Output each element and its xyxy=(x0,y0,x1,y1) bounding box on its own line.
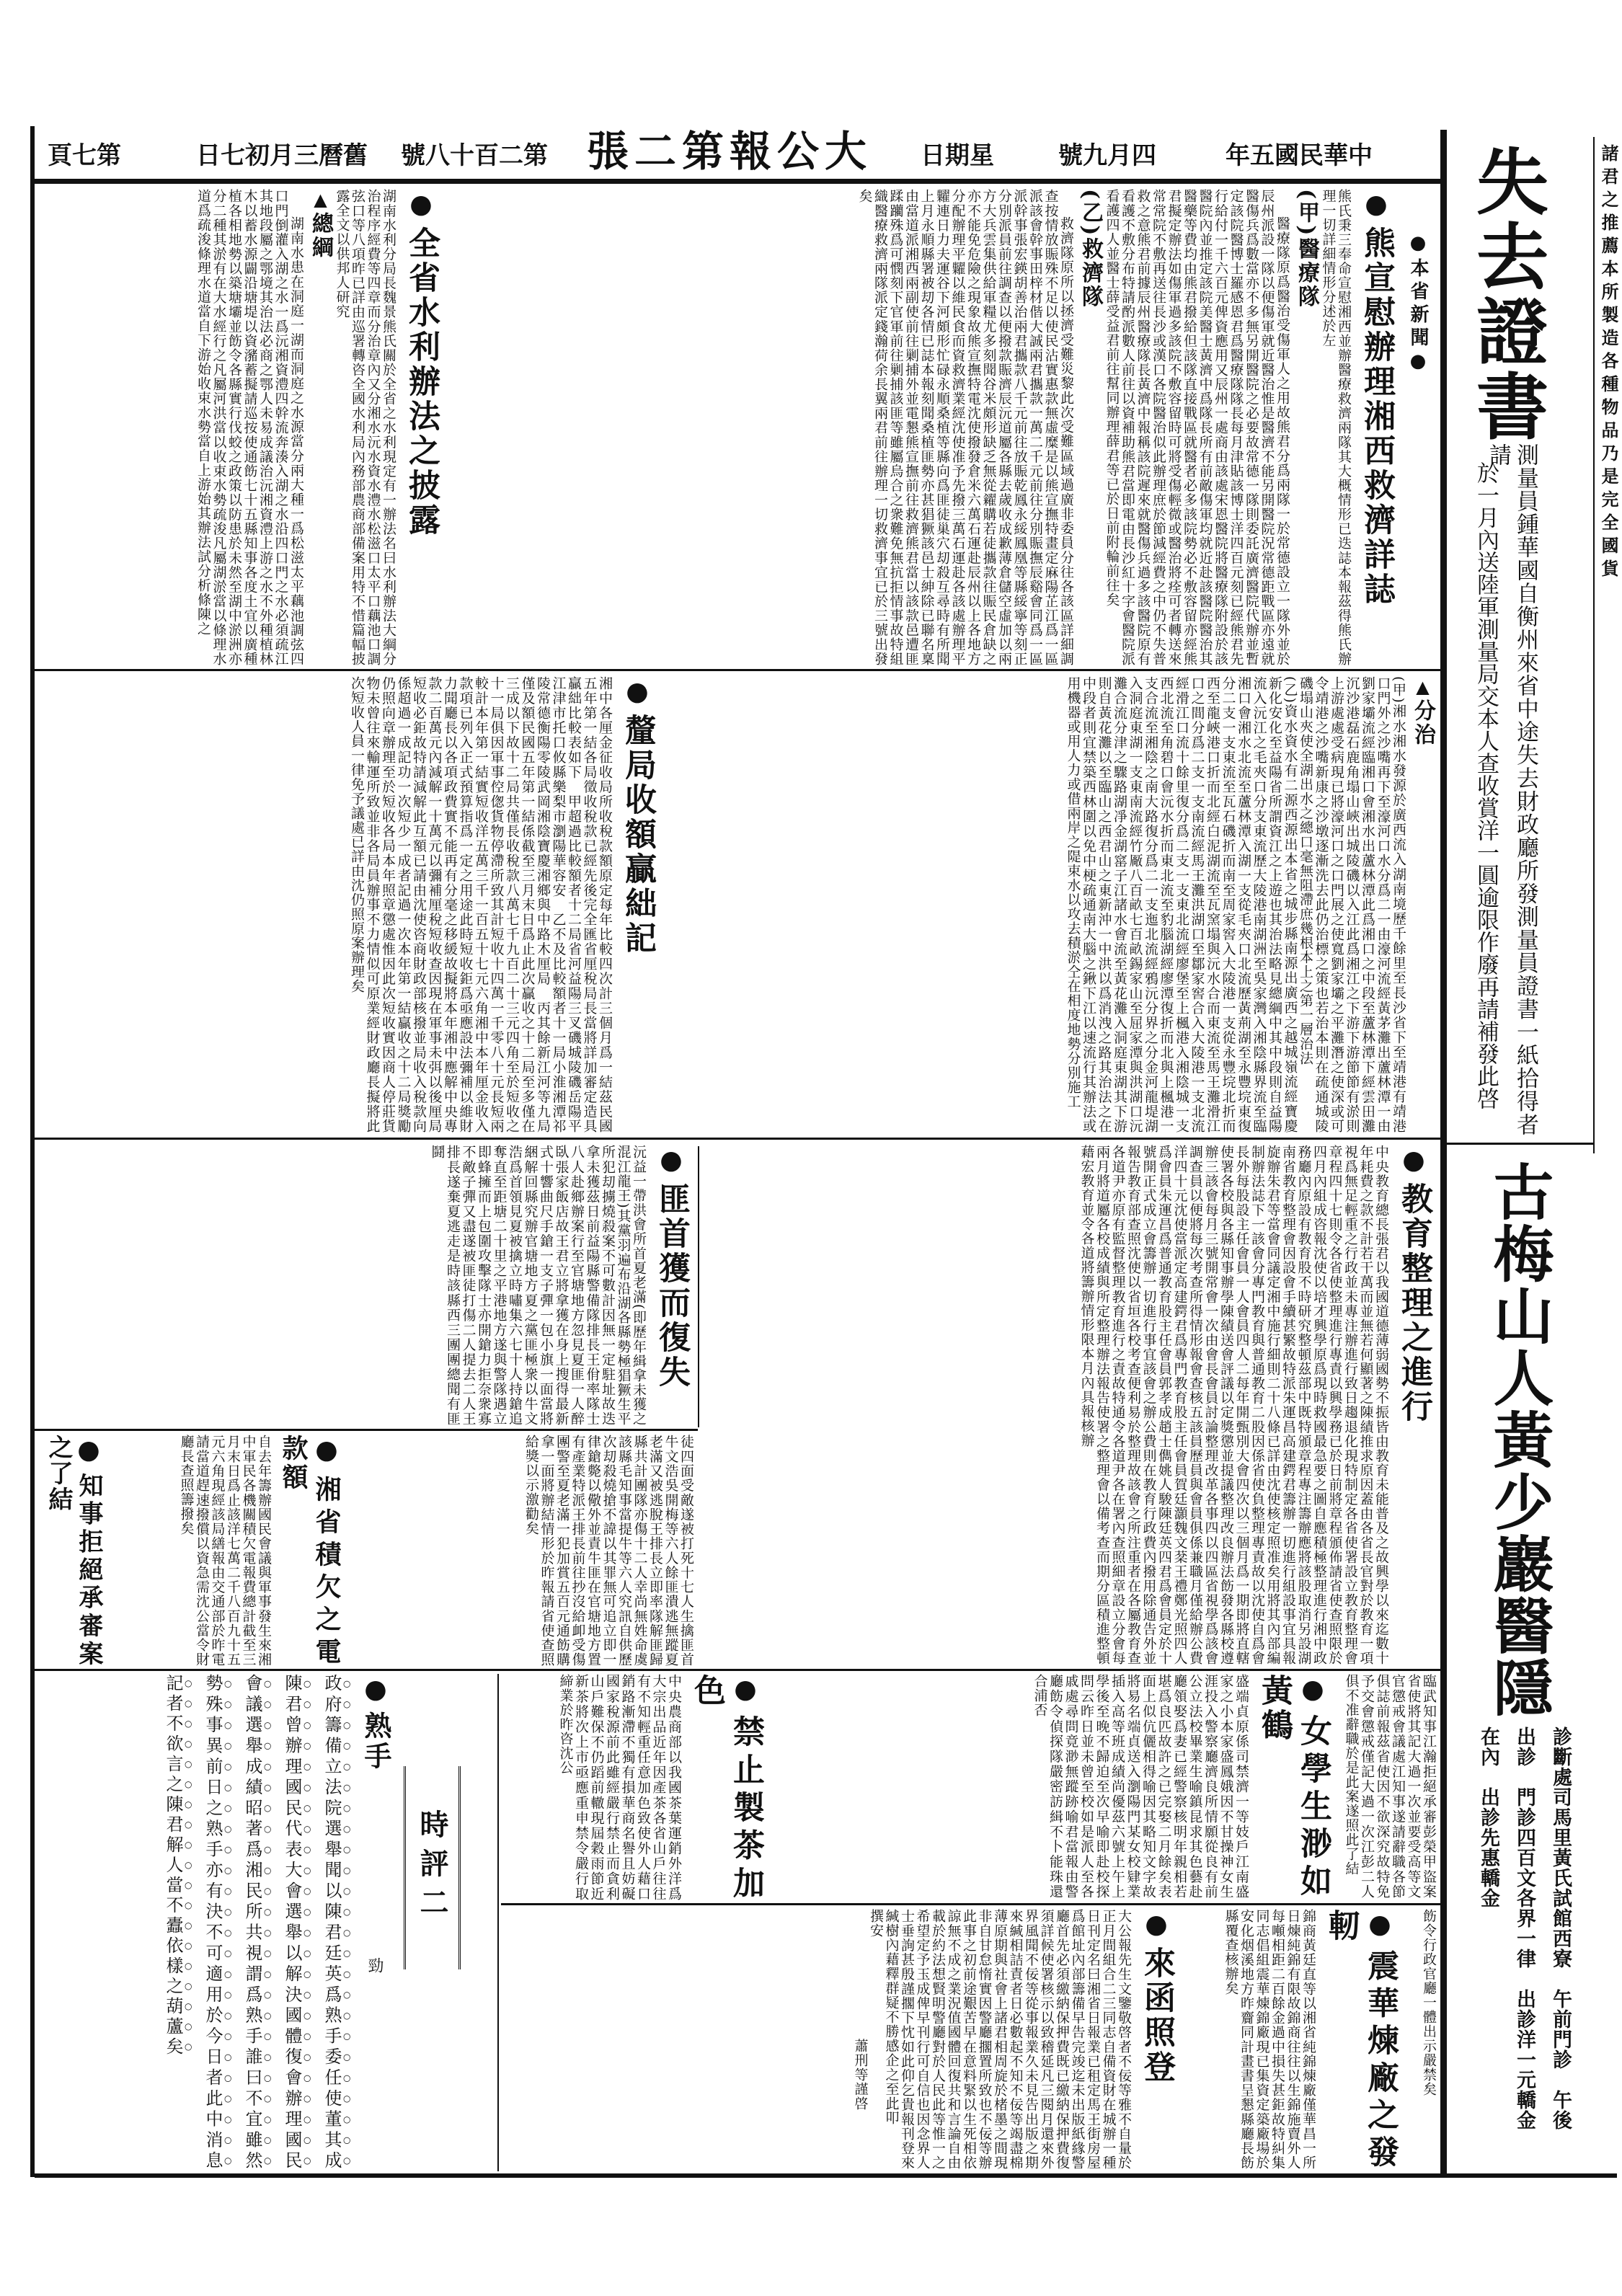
doctor-ad-text: 出診 門診四百文各界一律 出診洋一元轎金 xyxy=(1513,1727,1535,2130)
headline: ● 匪首獲而復失 xyxy=(652,1145,691,1426)
column-rule xyxy=(497,1674,499,2171)
strip-divider xyxy=(1593,137,1595,1153)
subheading: ▲ 分治 xyxy=(1409,676,1436,1133)
tier1-divider xyxy=(35,669,1440,671)
ad-strip-text: 諸君之推薦本所製造各種物品乃是完全國貨 xyxy=(1598,144,1619,582)
column-rule xyxy=(698,1146,699,1427)
date-roc: 中華民國五年 xyxy=(1226,141,1373,170)
doctor-ad-title: 古梅山人黃少巖醫隱 xyxy=(1484,1161,1555,1719)
article-water-conservancy xyxy=(36,189,443,666)
article-likin-revenue xyxy=(36,676,660,1133)
bottom-rule xyxy=(35,2173,1617,2178)
article-body: (乙)資水資水有二源西源出本省之城步縣南源出廣西之越城嶺流經寶慶新化安化至益陽省所謂資江之上遊也其治法略見總綱中其中段則自益陽流入沅江之毛夾口分支東流歷大陵港南湖洲至吳家灣入湘陰縣界流至臨湘口會湘水北流至蘆林潭入湖一支從毛夾口北流歷黃荊湖至永豐垸東復分二支一支東流至瓦石磯折而南至周家窖入大陵港一支從永豐垸北折而西至龍峽港口折而北經白泥湖流至瓦窯塌與沅水合而東流至馬王灘滑江口之間分爲二支一支南流經馬王灘洪湖口至鄒家窖合入大陵港一支北流經滑江口流十餘里復分爲二支一支東北流經廖堡至上楓港入湘陰城一支西北流至角碧口會沅水折而東北流至豹腦湖經廖潭復折而北與上楓港一支合流至湘陰之南大路復分爲二一支迤北流經鴉沅分界之分金河龍堤湖入洞庭東湖一支東南流經竹厰八百畝七百畝錫家山至屈家潭與洪湖口沅灘合流分津之驟路湖凈金湖窰子江諸水會流至黃花灘入洞庭東湖其下游則自黃花灘以至臨山之西君山之東新沖一中洪以爲消洩之路其治法之在中段者則宜禁築西林圍以免中梗疏通南大腦之鍬下江以速流行其辦法或用機器或用人力或借兩岸之隄束水以攻去積淤仝在相度地勢分別施工 xyxy=(1065,676,1298,1133)
article-intro: 湖南水利分局長魏景熊氏關於全省之水利現定有一辦法名曰水利辦法大綱分治程序經費等四章而分治章內又分湘水沅水資水澧水松滋口太平口藕池口調弦口等八項昨已詳由巡署轉咨全國水利局內務部農商部備案用特不惜篇幅披露全文以供邦人研究 xyxy=(334,189,396,666)
article-magistrate-headline xyxy=(36,1435,107,1667)
article-xiong-relief xyxy=(447,189,1436,666)
article-body: 徒四面受敵遂被打死十七人生擒匪首牛文浩吳開梅等六人餘匪潰逃無蹤夏老滿又被逃脫王排長立即率隊解匪歸縣共計團隊亦傷十二人幸尚無姓命虞該縣毛知事當提牛等六人究訊自供歷次刧殺燒搶不諱以其罪無可追立即一律鎗斃以儆外並責牛匪在官塘地方置有產業特派王排長前往抄沒給卹受傷團警至夏老滿一犯加賞五百元通飭購拿一面將辦結情形於昨報請省使查照給獎以示激勸矣 xyxy=(523,1435,694,1667)
article-body: 湖南水患在洞庭一湖而洞庭之水源當分兩大種一爲松滋太平藕池調弦四口門倒灌入湖之水一爲沅湘資澧四幹流奔湊入湖之水沿四口門之水必須疏江其地段屬之鄂境其治法必商之鄂人未易成議治沅湘資澧上游之水不外種植林木以蓄水源闢沿塘堤以資瀦蓄擬請巡按使通飭七十五縣知事各度土宜以廣種植各相地勢以築塘壩並飭令各縣實行伐蛟之政策以防患於未然至湖中淤洲亦分二種其淤有在大水經行之凡屬河洪當以收束水勢疏浚凡屬湖淤當以條理水道爲疏浚條理水道當自下游始收束水勢當自上游始其辦法試分析條陳之 xyxy=(195,189,304,666)
tier2-divider xyxy=(35,1138,1440,1140)
letter-closing: 撰安 xyxy=(868,1909,884,1938)
commentary-author: 勁 xyxy=(365,1957,384,1974)
article-body: 政府籌備立法院選舉聞以陳君廷英爲熟手委任使董其成陳君曾辦理國民代表大會選舉以解決國體復會辦理國民會議選舉成績昭著爲湘民所共視謂爲熟手誰曰不宜雖然勢殊事異前日之熟手亦有決不可適用於今日者此中消息記者不欲言之陳君解人當不蠹依樣之葫蘆矣 xyxy=(163,1674,342,2171)
headline: ● 教育整理之進行 xyxy=(1394,1145,1433,1665)
left-subdivider xyxy=(35,1429,698,1431)
headline: ● 女學生渺如黃鶴 xyxy=(1254,1674,1332,1899)
weekday: 星期日 xyxy=(921,141,994,170)
article-body: 湘中各厘金征收局所收稅款額原定每年比較四次計三個月爲一結茲民國五年第一結各局徵收稅款已經先後完全匯省厘稅局長當將詳加審定造具贏絀比較表如下 甲超過比較額者十二局省河益陽三叉磯城陵磯岳陽平江津市托口攸縣樂梨市瀏陽華容安 乙不及比較額者十一局小淮湘潭祁陵常德衡陽零陵武岡湘陰寶慶湘鄉與中路木厘局 丙其餘新江河等九局僅及額民國五年第一結係截至三月末日爲止此次贏收之十二局至多僅在三成以下故十二局共僅長收稅款八萬七千九百二十三元四角至於短收之十一局俱因軍事倥偬貨物停滯所致其計短收十四萬一千零八十元長短兩較計本年第一結實短收洋五萬三千一百五十七元六角湘中本年厘金收入款項已列入正式預算指爲一定之用途此時短收鉅爲亟應設法彌補以維財力聞廳長以各項政費實不能再有分毫之移緩故擬將本年湘中應解中央專款二百萬元內減解一十萬元以彌補厘稅短收查因現在軍事未弭以後厘局短收必鉅故特請減解此互額已請由沈使咨商財政部核撥並局收入稅款向係超過一成記功一次短少一成者記過一次本年第一結贏收之十二局獎勵仍照向章辦理至於短收各局本年照章懲處惟因此次短收實因商人停莊貨物未曾往來輸運所致並非各局員辦事不力情似可原業經財政廳長擬將此次短收人員一律免予議處已詳由沈仍照原案辦理矣 xyxy=(349,676,613,1133)
article-telegraph-arrears xyxy=(108,1435,346,1667)
article-water-conservancy-continued xyxy=(663,676,1436,1133)
headline: ● 釐局收額贏絀記 xyxy=(618,676,657,1133)
article-body: 臨武知事江瀚拒絕承審彭榮甲盜案省使將其記大過一次並要受高等文官懲戒會議處江知事遂請辭職各節俱誌前報茲省使因不欲深究故特免予交會懲戒僅記大過一次江彭二人俱不准辭職於是此案遂照此了結 xyxy=(1343,1674,1437,1899)
article-body: 中央農商部以我國茶葉運銷外洋爲大宗出品近年因產茶各省山戶往往有不知輕重任意加色致使外人藉口銷路漸滯不獨有損華商名譽且妨礙國家稅源前此雖經嚴行禁止而貪利山戶難保不仍蹈前轍現屆穀雨節近新茶將次上市亟應重申禁令嚴行取締業於昨咨沈公 xyxy=(557,1674,682,1901)
lunar-date: 舊曆三月初七日 xyxy=(196,141,368,170)
lost-certificate-ad-text: 於一月內送陸軍測量局交本人查收賞洋一圓逾限作廢再請補發此啓 xyxy=(1473,461,1499,1109)
headline: ● 熟手 xyxy=(358,1674,394,2171)
headline: ● 震華煉廠之發軔 xyxy=(1321,1909,1399,2170)
doctor-ad-text: 診斷處司馬里黃氏試館西寮 午前門診 午後 xyxy=(1549,1727,1572,2130)
issue-number: 第二百十八號 xyxy=(401,141,548,170)
lost-certificate-ad-text: 測量員鍾華國自衡州來省中途失去財政廳所發測量員證書一紙拾得者請 xyxy=(1485,443,1538,1135)
headline: ● 全省水利辦法之披露 xyxy=(402,189,440,666)
headline: ● 知事拒絕承審案之了結 xyxy=(43,1435,104,1667)
article-education xyxy=(703,1145,1436,1665)
ad-divider xyxy=(1447,1143,1595,1145)
commentary-column-label: 時評二 xyxy=(404,1766,461,1969)
article-letter xyxy=(505,1909,1179,2170)
article-zhenhua-refinery xyxy=(1186,1909,1402,2170)
doctor-ad-text: 在內 出診先惠轎金 xyxy=(1477,1727,1499,1908)
tier3-divider xyxy=(35,1669,1440,1671)
tier4-subdivider xyxy=(501,1903,1440,1905)
article-commentary xyxy=(43,1674,396,2171)
date-month-day: 四月九號 xyxy=(1058,141,1156,170)
article-body: 救濟隊原所以拯濟受難災黎此次受難區域過廣非委員分往各該區詳細調查按情放賑殊不足以使民沾實惠款無虛糜是以熊宣撫特畫定麻陽芷江爲一區派該會幹事田梓材偕大誠兩君攜款一萬二千元前往分別賑撫辰谿會同爲一區派幹事張宏鍈胡善治兩君攜款八千元前往放賑乾鳳永綏鳳凰等縣綏寧等刻正分別派員前往調查以便撥款賑濟辰沅道屬各縣去歲收成歉薄倉儲空虛加以兩方大兵雲集供給軍糧尤多刻聞谷米頗形缺乏無從糴購若徒攜款往賑民倉缺之亦不能免危險之現象故熊宣撫特電沈使撥發倉米六萬石運赴辰州以上各地方分配辦理平糶以維民食而資救濟業經沈使准予先撥三萬石運赴各該處辦理平糶連日力夫運谷下河頗形忙碌永順桑植等縣向爲匪徒巢穴刧殺互尋時有所聞上月永順縣署被刧各情已誌本報刻聞桑植匪勢亦甚猖獗該邑士紳除已聯名稟由當道派湘西兩副使前往剿捕外並電懇熊宣撫前往救濟熊君當以該款邑遭匪蹂躪殊爲可憫刻下官軍前往剿捕該匪等雖屬烏合之衆難免無抗拒情事故特組織醫療救濟兩隊派定錢瀚荷余長翼兩君前往辦理一切救濟事宜已於三號出發矣 xyxy=(856,189,1074,666)
ad-column-divider xyxy=(1440,130,1447,2177)
article-magistrate-body xyxy=(1341,1674,1436,1899)
headline: ● 熊宣慰辦理湘西救濟詳誌 xyxy=(1357,189,1396,666)
headline: ● 禁止製茶加色 xyxy=(687,1674,765,1901)
subheading: ▲ 總綱 xyxy=(306,189,334,666)
masthead: 大公報第二張 xyxy=(586,127,872,176)
headline: ● 來函照登 xyxy=(1137,1909,1176,2170)
article-tea-coloring-continued xyxy=(1406,1909,1436,2170)
lost-certificate-ad-title: 失去證書 xyxy=(1464,144,1549,444)
article-body: 沅益一帶洪會所首夏老滿(即歷年緝拿未獲之混江龍王)其黨羽遍布沿湖各縣勢極猖獗生平所犯刧擄燒殺案不可數計因無一定駐址故迭拿未獲茲日前益陽縣警備隊排長王佾率隊士八人赴鄉辦案行至官塘地方忽見夏匪一人醉臥張家飯店故王君立將拿獲在身上搜得最新式十響曲尺手鎗一支子彈一包小旗一面當將綑解回縣究辦官塘地方夏之黨匪極衆以牛文浩爲首領見夏被擒立時嘯集六七十人持鎗追奪直至距塘二十里之平港地方遂與警隊遇立即蜂擁而上包圍攻擊隊士亦開鎗力拒奈衆寡不敵子彈又盡遂被匪徒打傷二人提去二人王排長遂棄夏逃走是時該縣西三團團總聞有匪鬪 xyxy=(429,1145,647,1426)
subheading: (甲)醫療隊 xyxy=(1294,189,1319,309)
article-body: 醫療隊原爲醫治受傷軍人之用故熊君分爲兩隊一於常德設立一隊外並於辰州派設一隊以便傷軍就近醫治惟是醫濟不能另開醫院況常德距戰區亦遠就醫傷兵爲數當亦不多無另開醫院之必要故常德一隊則委託廣濟醫院代辦並暫定該院醫博士羅感恩君爲醫療隊隊長每月津貼該博士洋四百元刻已經熊君先行給付一千六百元俾資應用又辰州一處商由該處宋恩醫院將醫療隊附設於該醫院內並推定該院美醫士黃濟中爲隊長所有前敵傷軍均就近赴該醫院醫治其醫藥等費均由熊君撥給但該隊直接戰區就醫者必多該院勢必不敷容留亦經熊君擬定辦法如傷軍過多該院不敷容留時可將受傷輕微或醫治將痊可者轉送來常常院不敷再送往長沙或漢口各院醫治似此辦理庶於節減經費之中仍不失普救之意熊君前據辰州醫療隊長黃濟中報稱該院遲來就醫傷兵過多該醫院原有看護不敷分布特請酌派數人前往以資補助熊君當即電由長沙紅十字會醫院派看護四人並醫士薛受益君前往幫同辦理薛君等已於日前附輪前往矣 xyxy=(1104,189,1290,666)
letter-signature: 蕭刑等謹啓 xyxy=(852,2039,869,2111)
article-schoolgirl xyxy=(771,1674,1335,1899)
section-label: ● 本省新聞 ● xyxy=(1406,232,1430,666)
headline: ● 湘省積欠之電款額 xyxy=(277,1435,343,1667)
page-left-border xyxy=(30,126,35,2177)
article-body: 大公報先生文鑒敬啓者不佞等雅不自量於正月間組合二三同志自備資財在城辦一種日刊定名曰湘省日報業已租定馬王街房屋爲館址內部籌備早告完竣迄未出版紙緣警廳首先必須繳納保押費既已繳納保押費復須詳候使署核示以致稽延凡三閱月還來外界風聞不佞等從事報業久未見告出版之期來緘相詰責者日必數起不知不佞等竭盡棉薄原期與社會上諸君相周旋於楮墨之間現非自甘怠惰實因警廳擱置所致也不佞等辦此事之初前途艱苦早在意料緊以生死相依諒無不成之業況值國體回復共和言論自由載於約法想賢明警廳對於人民此等惟一之希望定予玉成俾早刊行可自信也因念界人士垂詢甚殷謹擱下忱如此仰乞貴報刊登來緘樹內藉釋群疑不勝感企之至此叩 xyxy=(883,1909,1132,2170)
article-bandit-chief xyxy=(36,1145,693,1426)
article-intro: 熊氏秉三奉命宣慰湘西並辦醫療救濟兩隊其大概情形已迭誌本報茲得熊氏辦理一切詳細情形分述於左 xyxy=(1320,189,1352,666)
article-body: 盛端貞原係司禁濟一等妓戶江南盛家之小本家盛鳳娥因不甘操神女生涯投入警察廳濟良所情願從良有前公立法校畢業生喻鎮昆求其色藝赴廳領娶爲妻已經警察核明年親相若堪爲良匹故許之已完娶二月餘矣表面上似伉儷相得喻因其略知文字故將易名端貞送入瀏陽門某女校肄業插入高等班成績尚優茲六號上午上學後至晚不歸迫至次早喻即赴校探問云昨日並未曾至校如是派人至各戚處尋問竟渺無蹤跡喻君當報由警廳飭令偵探隊嚴密訪緝不卜能珠還合浦否 xyxy=(1032,1674,1249,1899)
subheading: (乙)救濟隊 xyxy=(1078,189,1103,309)
page-number: 第七頁 xyxy=(48,141,121,170)
article-tea-coloring xyxy=(505,1674,768,1901)
article-body: (甲)湘水湘水發源於廣西流入湖南境歷千餘里至長沙省下至靖港有靖港口門外之沙嘴再下至濠河口水分爲二一由濠河流經黃茅灘出蘆林潭一由劉家壩流經臨湘口會湘水出蘆林潭此爲湘口之中段至蘆林潭下經雲田灘沉沙港磊石鹿角塌山峽出城陵磯以入江此爲湘江之下游下游節節有淤則上游處處受病現已將濠河口之口門展之使寬劉家壩之平灘潛之使深或可令靖港之沙嘴新康之沙墩逐漸洗去此仍治標之策也若治本則在疏通城陵磯塌山夾使全湖出水之總口毫無阻滯庶幾根本上之第一層治法 xyxy=(1298,676,1406,1133)
article-body: 中央教育總長張君以我國道德薄弱國勢不振皆由教育未能普及之故興學以來迄數十年耗費之款不計若干萬而並無若何顯著之陳績推求原因蓋由各省長官對於教育一項視爲無足輕重之行政並未專注辦進行致日趨退化現特制定各省使署設立教育整理會章程四十七則令各省使整理進行專責以興學務已於日前將章程頒佈請省使查照限於四月內組成咨報沈使以培才興學原爲現時救國最急要之圖自應積極整理進行湘中政務廳內原設有教育股不時研究整頓茲部中既特頒章程專注籌辦應將該股取消另設湖南省教育整理會因設會手續甚繁故特派朱運昌高建鍔君籌辦一切進行組設事宜具報旋辦朱君等當會同議定湘中施行細則二十八條已詳由沈使核定照准矣用將其內部編制辦法誌下一該會分專門教育與普通教育二股因係省使負整理專責故以沈使自爲會長外每股設主任會員一人會員四人二每年開甄別大會四次以三個月爲一期即將直轄使署各校與各縣知事辦學陳績送會評議以定獎懲並提議整理改良辦法飭發各縣校遵辦三該會每月三號開常會一次由會長會員討論整理改革各事四以四區省視學爲該會調查員以便將每次考查所得情形報會查核五該員歷員與會員俱係兼職月僅給辦公費洋四十元沈使當派定高建鍔君爲專門教育股主任會員賀廷灝魏文棻王禮鄭光照四人爲會員朱運昌爲普通教育股主任會員郭孝成趙士儁姚人駿陳廷英四君爲會員定於十號開正式成立會籌辦一切進行事宜該會之辦公費則在教育行政費內撥用除通告外並報告教育部查照沈使以省垣各校考查便利易於整理故該會之所注重者在各屬教育查各道尹亦原有監督整理教育進行之責故特通令各道尹各在署內查照細章設立分會每兩月將道屬各校成績與所定整理辦法報告使署之整理會以備考查而期分區積進整頓藉宏教育並令各道將籌辦情形限本月內具報核辦 xyxy=(1078,1145,1389,1665)
article-body: 自去年籌辦國民會議與軍事發生來湘中軍民各機關積欠電報費總計截至三月末日爲止該洋七萬二千八百九十五元六角現經該局繕報由交通部於昨電請當道趕速撥償以資急需沈公當令財廳長查照籌撥矣 xyxy=(178,1435,272,1667)
article-bandit-chief-continued xyxy=(353,1435,693,1667)
article-body: 錦商黃廷直等以湘省純錦煉廠僅華昌一所日煉純錦有限故錦商往往以生錦施賣外人每噸相距二百餘金過中損失甚鉅故特糾集同志倡組震華煉錦廠現已集資定築廠場於安化烟溪地方昨齎同計畫書呈懇縣廳長飭縣覆查核辦矣 xyxy=(1223,1909,1316,2170)
article-body: 飭令行政官廳一體出示嚴禁矣 xyxy=(1421,1909,1437,2096)
header-rule xyxy=(35,179,1444,184)
